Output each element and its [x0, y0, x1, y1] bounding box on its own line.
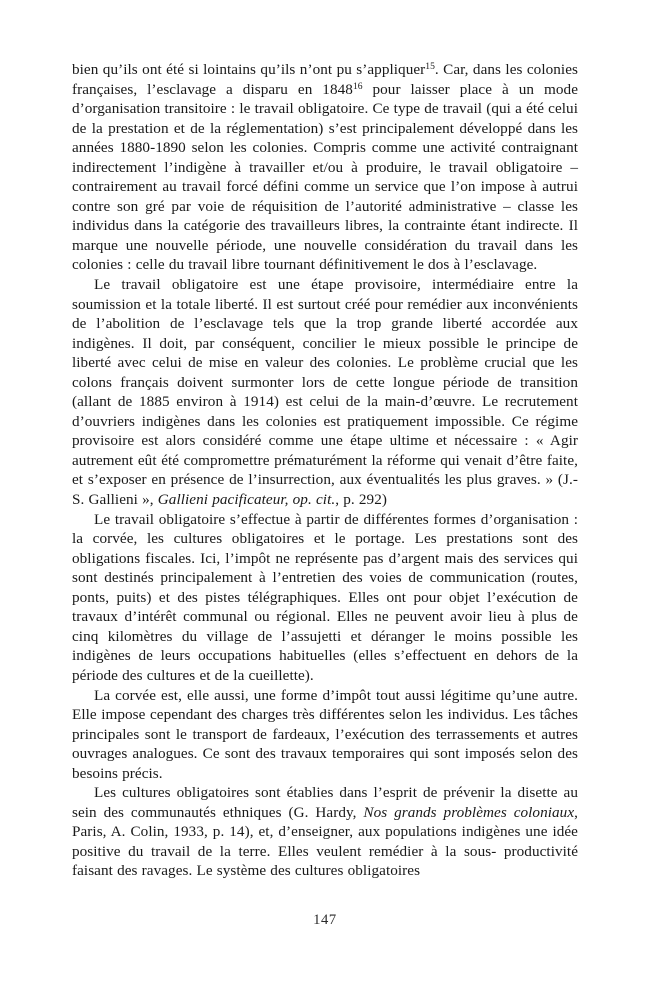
text-run: La corvée est, elle aussi, une forme d’impôt tout aussi légitime qu’une autre. Elle impose cependant des charges très différentes selon les individus. Les tâches principales sont le transport de fardeaux, l’exécution des terrassements et autres ouvrages analogues. Ce sont des travaux temporaires qui sont imposés selon des besoins précis. [72, 686, 578, 782]
para-cultures-obligatoires [72, 783, 578, 881]
footnote-marker: 16 [352, 80, 363, 92]
italic-citation: Nos grands problèmes coloniaux [363, 803, 575, 821]
text-run: . Car, dans les colonies françaises, l’esclavage a disparu en 1848 [72, 61, 578, 98]
italic-citation: Gallieni pacificateur, op. cit. [157, 491, 336, 509]
text-run: bien qu’ils ont été si lointains qu’ils n’ont pu s’appliquer [72, 61, 426, 78]
para-formes-organisation [72, 510, 578, 686]
text-run: pour laisser place à un mode d’organisation transitoire : le travail obligatoire. Ce type de travail (qui a été celui de la prestation et de la réglementation) s’est principalement développé dans les années 1880-1890 selon les colonies. Compris comme une activité contraignant indirectement l’indigène à travailler et/ou à produire, le travail obligatoire – contrairement au travail forcé défini comme un service que l’on impose à autrui contre son gré par voie de réquisition de l’autorité administrative – classe les individus dans la catégorie des travailleurs libres, la contrainte étant indirecte. Il marque une nouvelle période, une nouvelle considération du travail dans les colonies : celle du travail libre tournant définitivement le dos à l’esclavage. [72, 80, 578, 274]
text-run: , p. 292) [335, 491, 387, 509]
text-run: Les cultures obligatoires sont établies dans l’esprit de prévenir la disette au sein des communautés ethniques (G. Hardy, [72, 784, 578, 821]
para-travail-obligatoire-intro [72, 60, 578, 275]
text-run: Le travail obligatoire est une étape provisoire, intermédiaire entre la soumission et la totale liberté. Il est surtout créé pour remédier aux inconvénients de l’abolition de l’esclavage tels que la trop grande liberté accordée aux indigènes. Il doit, par conséquent, concilier le mieux possible le principe de liberté avec celui de mise en valeur des colonies. Le problème crucial que les colons français doivent surmonter lors de cette longue période de transition (allant de 1885 environ à 1914) est celui de la main-d’œuvre. Le recrutement d’ouvriers indigènes dans les colonies est pratiquement impossible. Ce régime provisoire est alors considéré comme une étape ultime et nécessaire : « Agir autrement eût été compromettre prématurément la réforme qui venait d’être faite, et s’exposer en présence de l’insurrection, aux éventualités les plus graves. » (J.-S. Gallieni », [72, 276, 578, 509]
para-etape-provisoire [72, 275, 578, 510]
text-run: Le travail obligatoire s’effectue à partir de différentes formes d’organisation : la corvée, les cultures obligatoires et le portage. Les prestations sont des obligations fiscales. Ici, l’impôt ne représente pas d’argent mais des services qui sont destinés principalement à l’entretien des voies de communication (routes, ponts, puits) et des pistes télégraphiques. Elles ont pour objet l’exécution de travaux d’intérêt communal ou régional. Elles ne peuvent avoir lieu à plus de cinq kilomètres du village de l’assujetti et déranger le moins possible les indigènes de leurs occupations habituelles (elles s’effectuent en dehors de la période des cultures et de la cueillette). [72, 510, 578, 684]
page-number: 147 [313, 912, 337, 928]
text-run: , Paris, A. Colin, 1933, p. 14), et, d’enseigner, aux populations indigènes une idée positive du travail de la terre. Elles veulent remédier à la sous- productivité faisant des ravages. Le système des cultures obligatoires [72, 803, 578, 880]
para-corvee [72, 686, 578, 784]
body-text-column [72, 60, 578, 881]
footnote-marker: 15 [425, 61, 435, 73]
